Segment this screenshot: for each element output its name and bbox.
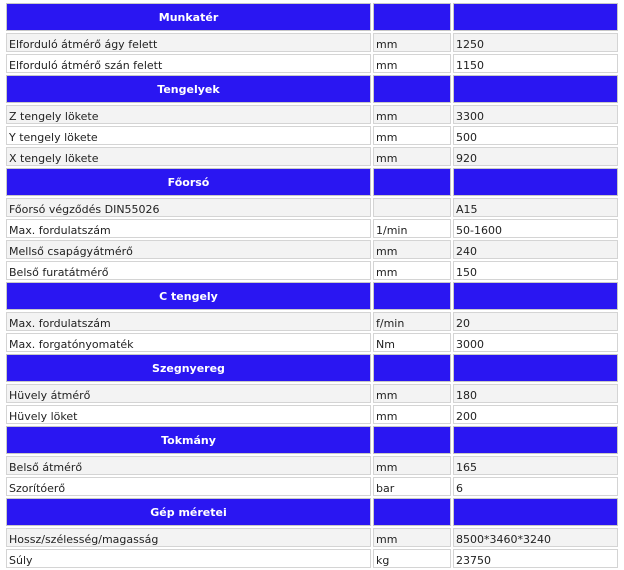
section-header-unit-cell xyxy=(373,426,451,454)
spec-value: 920 xyxy=(453,147,618,166)
spec-row xyxy=(6,261,618,280)
spec-unit: 1/min xyxy=(373,219,451,238)
section-header-row xyxy=(6,282,618,310)
spec-unit: mm xyxy=(373,33,451,52)
section-title: Tengelyek xyxy=(6,75,371,103)
spec-label: Belső furatátmérő xyxy=(6,261,371,280)
spec-value: 23750 xyxy=(453,549,618,568)
spec-unit: bar xyxy=(373,477,451,496)
spec-unit: mm xyxy=(373,54,451,73)
spec-label: Főorsó végződés DIN55026 xyxy=(6,198,371,217)
spec-value: 165 xyxy=(453,456,618,475)
spec-label: X tengely lökete xyxy=(6,147,371,166)
spec-unit: kg xyxy=(373,549,451,568)
spec-value: A15 xyxy=(453,198,618,217)
section-header-unit-cell xyxy=(373,168,451,196)
spec-value: 150 xyxy=(453,261,618,280)
section-header-value-cell xyxy=(453,426,618,454)
spec-row xyxy=(6,33,618,52)
section-header-value-cell xyxy=(453,75,618,103)
spec-value: 3300 xyxy=(453,105,618,124)
spec-label: Hüvely löket xyxy=(6,405,371,424)
section-header-row xyxy=(6,75,618,103)
spec-value: 3000 xyxy=(453,333,618,352)
spec-row xyxy=(6,126,618,145)
spec-unit: mm xyxy=(373,147,451,166)
section-header-row xyxy=(6,426,618,454)
spec-row xyxy=(6,456,618,475)
spec-label: Mellső csapágyátmérő xyxy=(6,240,371,259)
spec-unit: mm xyxy=(373,126,451,145)
spec-value: 20 xyxy=(453,312,618,331)
section-header-unit-cell xyxy=(373,354,451,382)
spec-label: Elforduló átmérő ágy felett xyxy=(6,33,371,52)
spec-row xyxy=(6,240,618,259)
spec-label: Max. fordulatszám xyxy=(6,219,371,238)
section-header-row xyxy=(6,354,618,382)
section-header-value-cell xyxy=(453,498,618,526)
spec-value: 6 xyxy=(453,477,618,496)
spec-value: 240 xyxy=(453,240,618,259)
spec-row xyxy=(6,105,618,124)
spec-row xyxy=(6,312,618,331)
spec-value: 1150 xyxy=(453,54,618,73)
section-title: Szegnyereg xyxy=(6,354,371,382)
spec-unit: mm xyxy=(373,405,451,424)
spec-row xyxy=(6,333,618,352)
section-header-row xyxy=(6,3,618,31)
section-header-unit-cell xyxy=(373,498,451,526)
section-title: Gép méretei xyxy=(6,498,371,526)
spec-unit: mm xyxy=(373,384,451,403)
spec-label: Z tengely lökete xyxy=(6,105,371,124)
section-header-value-cell xyxy=(453,354,618,382)
spec-value: 200 xyxy=(453,405,618,424)
spec-table-body xyxy=(6,3,618,568)
spec-label: Y tengely lökete xyxy=(6,126,371,145)
spec-unit: f/min xyxy=(373,312,451,331)
section-header-row xyxy=(6,168,618,196)
spec-value: 500 xyxy=(453,126,618,145)
spec-value: 8500*3460*3240 xyxy=(453,528,618,547)
spec-value: 1250 xyxy=(453,33,618,52)
spec-label: Súly xyxy=(6,549,371,568)
section-header-unit-cell xyxy=(373,282,451,310)
spec-label: Elforduló átmérő szán felett xyxy=(6,54,371,73)
spec-row xyxy=(6,405,618,424)
section-header-row xyxy=(6,498,618,526)
spec-unit: mm xyxy=(373,528,451,547)
spec-value: 50-1600 xyxy=(453,219,618,238)
spec-label: Max. fordulatszám xyxy=(6,312,371,331)
spec-row xyxy=(6,147,618,166)
spec-label: Hüvely átmérő xyxy=(6,384,371,403)
spec-value: 180 xyxy=(453,384,618,403)
section-title: C tengely xyxy=(6,282,371,310)
section-header-value-cell xyxy=(453,168,618,196)
spec-label: Hossz/szélesség/magasság xyxy=(6,528,371,547)
spec-row xyxy=(6,198,618,217)
spec-row xyxy=(6,219,618,238)
spec-unit xyxy=(373,198,451,217)
section-header-value-cell xyxy=(453,3,618,31)
section-header-unit-cell xyxy=(373,75,451,103)
section-title: Főorsó xyxy=(6,168,371,196)
spec-label: Szorítóerő xyxy=(6,477,371,496)
spec-label: Belső átmérő xyxy=(6,456,371,475)
spec-row xyxy=(6,477,618,496)
section-header-unit-cell xyxy=(373,3,451,31)
spec-table xyxy=(4,1,620,570)
section-title: Munkatér xyxy=(6,3,371,31)
spec-row xyxy=(6,384,618,403)
section-title: Tokmány xyxy=(6,426,371,454)
section-header-value-cell xyxy=(453,282,618,310)
spec-row xyxy=(6,549,618,568)
spec-label: Max. forgatónyomaték xyxy=(6,333,371,352)
spec-unit: Nm xyxy=(373,333,451,352)
spec-unit: mm xyxy=(373,261,451,280)
spec-unit: mm xyxy=(373,240,451,259)
spec-row xyxy=(6,528,618,547)
spec-unit: mm xyxy=(373,105,451,124)
spec-unit: mm xyxy=(373,456,451,475)
spec-row xyxy=(6,54,618,73)
